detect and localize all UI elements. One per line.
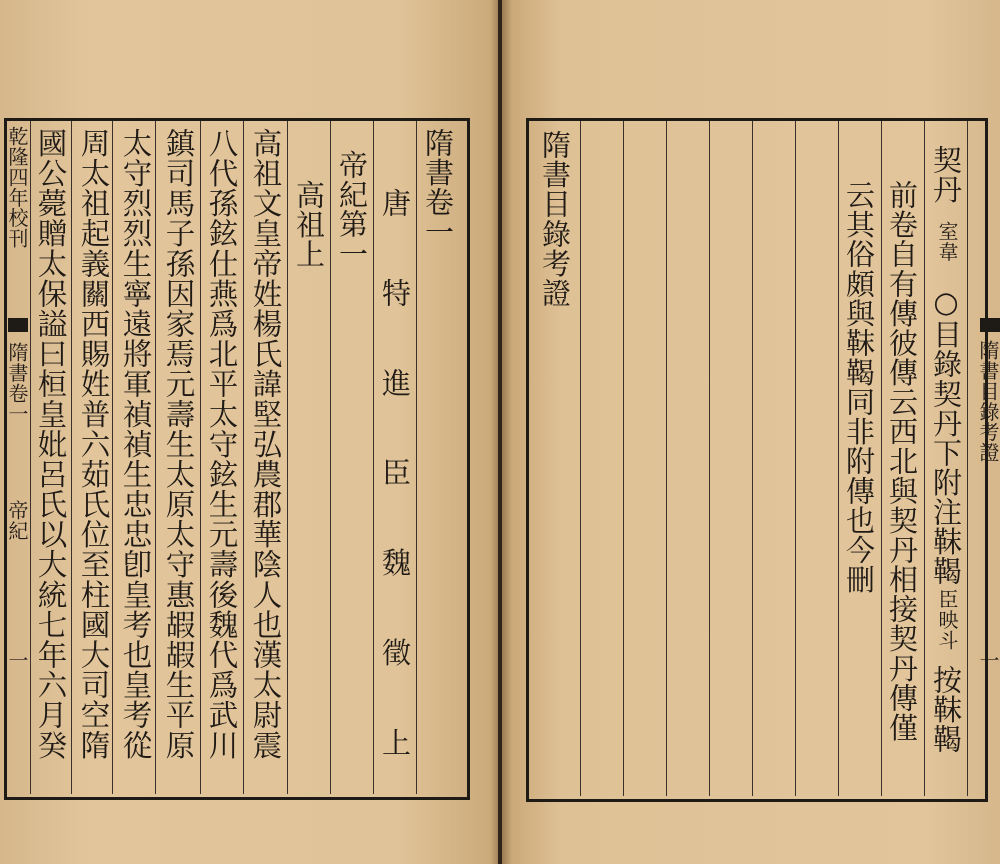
catalogue-title: 隋書目錄考證 <box>538 130 572 308</box>
entry-body: ○目錄契丹下附注靺鞨 <box>929 285 963 586</box>
text-column-3: 鎮司馬子孫因家焉元壽生太原太守惠嘏嘏生平原 <box>161 128 196 760</box>
text-column-1: 高祖文皇帝姓楊氏諱堅弘農郡華陰人也漢太尉震 <box>248 128 283 760</box>
editor-name: 臣映斗 <box>935 589 959 651</box>
fish-tail-mark <box>980 318 1000 332</box>
margin-section-label: 帝紀 <box>5 500 29 541</box>
volume-title: 隋書卷一 <box>421 128 455 247</box>
book-gutter <box>490 0 512 864</box>
margin-volume-label: 隋書卷一 <box>5 342 29 424</box>
note-column-2: 前卷自有傳彼傳云西北與契丹相接契丹傳僅 <box>885 180 919 743</box>
entry-heading: 契丹 <box>929 145 963 205</box>
entry-tail: 按靺鞨 <box>929 665 963 754</box>
fish-tail-mark <box>8 318 28 332</box>
text-column-6: 國公薨贈太保謚曰桓皇妣呂氏以大統七年六月癸 <box>33 128 68 760</box>
text-column-4: 太守烈烈生寧遠將軍禎禎生忠忠卽皇考也皇考從 <box>118 128 153 760</box>
chapter-heading: 帝紀第一 <box>335 150 369 269</box>
text-column-5: 周太祖起義關西賜姓普六茹氏位至柱國大司空隋 <box>76 128 111 760</box>
right-margin-label: 隋書目錄考證 <box>976 340 1000 463</box>
text-column-2: 八代孫鉉仕燕爲北平太守鉉生元壽後魏代爲武川 <box>204 128 239 760</box>
margin-edition-note: 乾隆四年校刊 <box>5 126 29 249</box>
right-page <box>502 0 1000 864</box>
section-heading: 高祖上 <box>292 180 326 269</box>
note-column-3: 云其俗頗與靺鞨同非附傳也今刪 <box>842 180 876 595</box>
entry-annotation: 室韋 <box>935 221 959 262</box>
left-page-number: 一 <box>5 650 29 671</box>
right-page-number: 一 <box>976 650 1000 671</box>
left-page <box>0 0 498 864</box>
note-column-1 <box>929 145 965 790</box>
author-line: 唐 特 進 臣 魏 徵 上 <box>378 188 412 773</box>
